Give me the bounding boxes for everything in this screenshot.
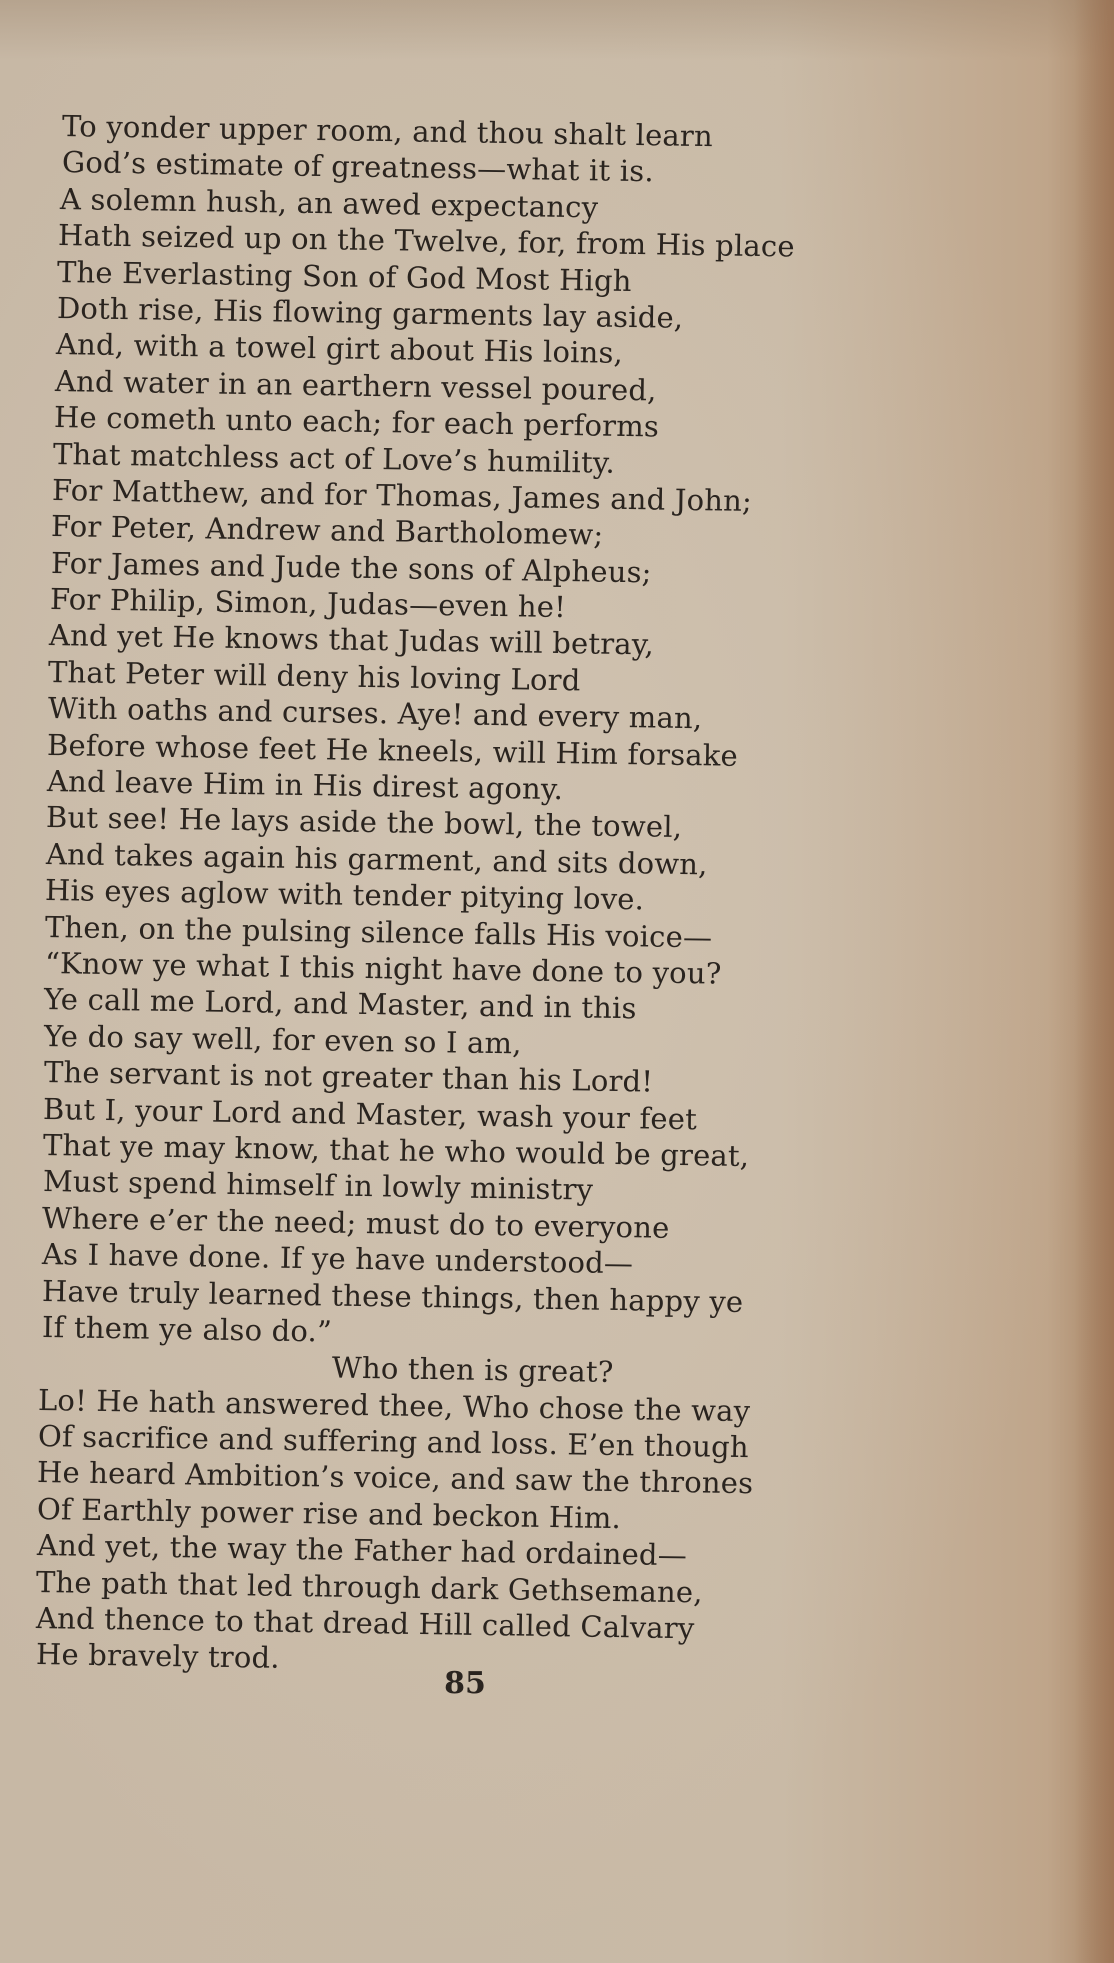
poem-text (0, 108, 1114, 1676)
poem-line: And yet He knows that Judas will betray, (48, 618, 655, 662)
poem-line: The Everlasting Son of God Most High (56, 254, 632, 298)
poem-line: And thence to that dread Hill called Calvary (35, 1601, 695, 1646)
poem-line: Must spend himself in lowly ministry (42, 1164, 594, 1207)
poem-line: And leave Him in His direst agony. (46, 764, 564, 807)
poem-line: God’s estimate of greatness—what it is. (61, 145, 655, 189)
poem-line: And yet, the way the Father had ordained— (36, 1528, 688, 1573)
poem-line: Ye call me Lord, and Master, and in this (43, 982, 637, 1026)
poem-line: Who then is great? (331, 1350, 614, 1390)
poem-line: The servant is not greater than his Lord! (43, 1055, 654, 1099)
poem-line: Then, on the pulsing silence falls His voice— (44, 909, 713, 955)
poem-line: With oaths and curses. Aye! and every man, (47, 691, 703, 736)
poem-line: His eyes aglow with tender pitying love. (44, 873, 645, 917)
poem-line: But I, your Lord and Master, wash your feet (42, 1091, 698, 1136)
poem-line: For Matthew, and for Thomas, James and John; (51, 472, 753, 518)
poem-line: And water in an earthern vessel poured, (54, 363, 657, 408)
poem-line: To yonder upper room, and thou shalt learn (61, 109, 714, 154)
poem-line: Before whose feet He kneels, will Him forsake (46, 727, 739, 773)
poem-line: As I have done. If ye have understood— (41, 1237, 634, 1281)
poem-line: A solemn hush, an awed expectancy (59, 181, 599, 225)
poem-line: Of Earthly power rise and beckon Him. (36, 1491, 622, 1536)
poem-line: And, with a towel girt about His loins, (55, 327, 624, 371)
poem-line: Ye do say well, for even so I am, (43, 1018, 522, 1061)
poem-line: He bravely trod. (35, 1637, 281, 1676)
page-number: 85 (444, 1666, 486, 1701)
poem-line: If them ye also do.” (41, 1309, 333, 1349)
poem-line: Lo! He hath answered thee, Who chose the way (37, 1382, 751, 1428)
poem-line: For Philip, Simon, Judas—even he! (49, 582, 567, 625)
poem-line: Have truly learned these things, then happy ye (41, 1273, 744, 1319)
poem-line: But see! He lays aside the bowl, the towel, (45, 800, 683, 845)
poem-line: And takes again his garment, and sits down, (45, 836, 708, 882)
poem-line: That Peter will deny his loving Lord (47, 654, 581, 698)
poem-line: That ye may know, that he who would be great, (42, 1127, 750, 1174)
poem-line: Doth rise, His flowing garments lay aside, (56, 290, 684, 335)
poem-line: For James and Jude the sons of Alpheus; (50, 545, 652, 590)
poem-line: Hath seized up on the Twelve, for, from His place (57, 218, 796, 264)
poem-line: The path that led through dark Gethsemane, (35, 1564, 703, 1610)
poem-line: For Peter, Andrew and Bartholomew; (50, 509, 604, 552)
poem-line: Of sacrifice and suffering and loss. E’en though (37, 1419, 750, 1465)
page-top-shade (0, 0, 1114, 60)
poem-line: Where e’er the need; must do to everyone (41, 1200, 670, 1245)
poem-line: That matchless act of Love’s humility. (52, 436, 616, 480)
poem-line: He heard Ambition’s voice, and saw the thrones (36, 1455, 754, 1501)
poem-line: “Know ye what I this night have done to you? (44, 945, 722, 991)
poem-line: He cometh unto each; for each performs (53, 400, 660, 444)
